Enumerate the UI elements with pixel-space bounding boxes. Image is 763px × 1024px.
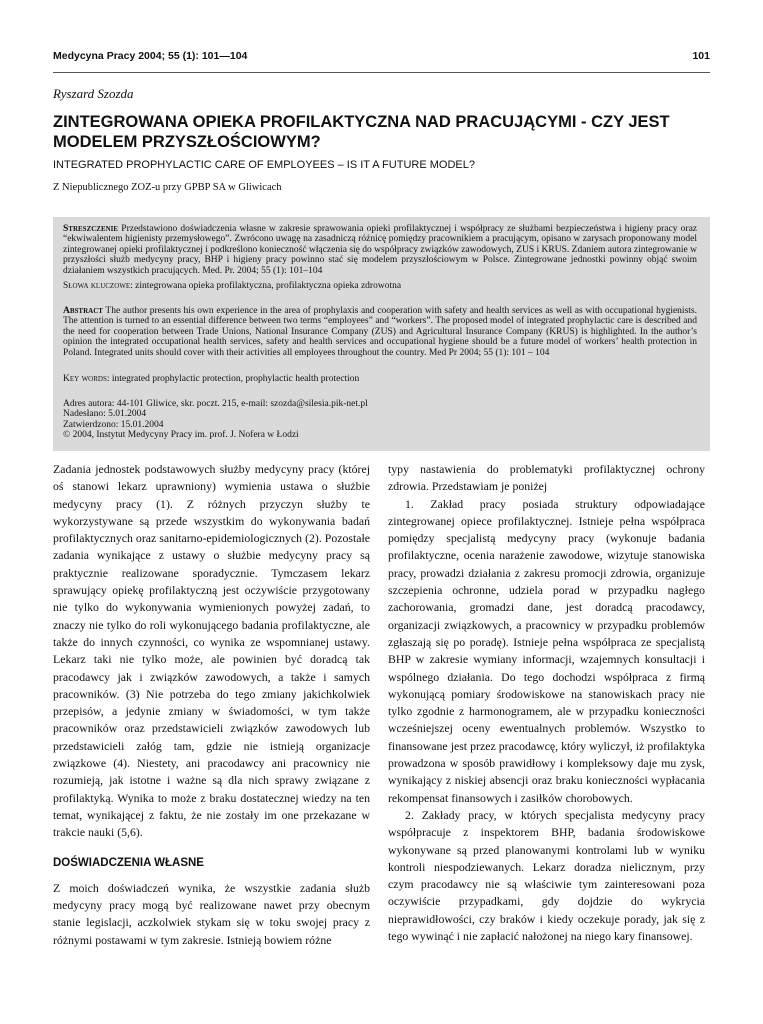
author-name: Ryszard Szozda bbox=[53, 86, 134, 101]
keywords-polish-label: Słowa kluczowe: bbox=[63, 281, 133, 291]
abstract-english-text: The author presents his own experience in the area of prophylaxis and cooperation with safety and health services as well as with occupational hygienists. The attention is turned to an essential difference between two terms “employees” and “workers”. The proposed model of integrated prophylactic care is described and the need for cooperation between Trade Unions, National Insurance Company (ZUS) and Agricultural Insurance Company (KRUS) is highlighted. In the author’s opinion the integrated occupational health services, safety and health services and occupational hygiene should be a future model of workers’ health protection in Poland. Integrated units should cover with their activities all employees throughout the country. Med Pr 2004; 55 (1): 101 – 104 bbox=[63, 306, 697, 358]
abstract-english bbox=[63, 306, 697, 358]
author-affiliation: Z Niepublicznego ZOZ-u przy GPBP SA w Gliwicach bbox=[53, 182, 282, 193]
body-paragraph: Z moich doświadczeń wynika, że wszystkie zadania służb medycyny pracy mogą być realizowane nawet przy obecnym stanie legislacji, aczkolwiek stykam się w toku swojej pracy z różnymi postawami w tym zakresie. Istnieją bowiem różne bbox=[53, 880, 370, 947]
copyright-notice: © 2004, Instytut Medycyny Pracy im. prof. J. Nofera w Łodzi bbox=[63, 430, 299, 441]
section-heading: DOŚWIADCZENIA WŁASNE bbox=[53, 856, 204, 869]
body-paragraph: typy nastawienia do problematyki profilaktycznej ochrony zdrowia. Przedstawiam je poniżej bbox=[388, 462, 705, 494]
received-date: Nadesłano: 5.01.2004 bbox=[63, 409, 147, 420]
keywords-english-label: Key words: bbox=[63, 374, 110, 384]
keywords-english-text: integrated prophylactic protection, prophylactic health protection bbox=[111, 374, 360, 384]
body-paragraph: Zadania jednostek podstawowych służby medycyny pracy (której oś stanowi lekarz uprawniony) wymienia ustawa o służbie medycyny pracy (1). Z różnych przyczyn służby te wykorzystywane są przede wszystkim do wykonywania badań profilaktycznych oraz sanitarno-epidemiologicznych (2). Pozostałe zadania wynikające z ustawy o służbie medycyny pracy są praktycznie realizowane sporadycznie. Tymczasem lekarz sprawujący opiekę profilaktyczną jest oczywiście przygotowany nie tylko do wykonywania wymienionych powyżej zadań, to znaczy nie tylko do roli wykonującego badania profilaktyczne, ale także do innych czynności, co wynika ze wspomnianej ustawy. Lekarz taki nie tylko może, ale powinien być doradcą tak pracodawcy jak i związków zawodowych, a także i samych pracowników. (3) Nie potrzeba do tego zmiany jakichkolwiek przepisów, a jedynie zmiany w świadomości, w tym także pracowników oraz przedstawicieli związków zawodowych lub przedstawicieli załóg tam, gdzie nie istnieją organizacje związkowe (4). Niestety, ani pracodawcy ani pracownicy nie rozumieją, jak istotne i ważne są dla nich sprawy związane z profilaktyką. Wynika to może z braku dostatecznej wiedzy na ten temat, wynikającej z faktu, że nie zostały im one przekazane w trakcie nauki (5,6). bbox=[53, 462, 370, 840]
article-title: ZINTEGROWANA OPIEKA PROFILAKTYCZNA NAD PRACUJĄCYMI - CZY JEST MODELEM PRZYSZŁOŚCIOWYM? bbox=[53, 113, 670, 151]
body-paragraph: 1. Zakład pracy posiada struktury odpowiadające zintegrowanej opiece profilaktycznej. Istnieje pełna współpraca pomiędzy specjalistą medycyny pracy (wykonuje badania profilaktyczne, ocenia narażenie zawodowe, wizytuje stanowiska pracy, prowadzi działania z zakresu promocji zdrowia, organizuje szczepienia ochronne, udziela porad w przypadku nagłego zachorowania, gromadzi dane, jest doradcą pracodawcy, organizacji związkowych, a pracownicy w przypadku problemów zgłaszają się po poradę). Istnieje pełna współpraca ze specjalistą BHP w zakresie wymiany informacji, wzajemnych konsultacji i wspólnego działania. Do tego dochodzi współpraca z firmą wykonującą pomiary środowiskowe na stanowiskach pracy nie tylko zgodnie z harmonogramem, ale w przypadku konieczności wcześniejszej oceny ewentualnych problemów. Wszystko to finansowane jest przez pracodawcę, który wyliczył, iż profilaktyka prowadzona w sposób prawidłowy i kompleksowy daje mu zysk, wynikający z niskiej absencji oraz braku konieczności wypłacania rekompensat finansowych i zasiłków chorobowych. bbox=[388, 496, 705, 805]
running-header bbox=[53, 50, 710, 64]
page-number: 101 bbox=[692, 50, 710, 62]
abstract-english-label: Abstract bbox=[63, 306, 103, 316]
body-column-left bbox=[53, 461, 370, 949]
abstract-polish-text: Przedstawiono doświadczenia własne w zakresie sprawowania opieki profilaktycznej i współpracy ze służbami bezpieczeństwa i higieny pracy oraz “ekwiwalentem higienisty przemysłowego”. Zwrócono uwagę na zasadniczą różnicę pomiędzy pracownikiem a pracującym, opisano w zarysach proponowany model zintegrowanej opieki profilaktycznej i podkreślono konieczność włączenia się do współpracy związków zawodowych, ZUS i KRUS. Zdaniem autora zintegrowanie w przyszłości służb medycyny pracy, BHP i higieny pracy powinno stać się modelem przyszłościowym w Polsce. Zintegrowane jednostki powinny objąć swoim działaniem wszystkich pracujących. Med. Pr. 2004; 55 (1): 101–104 bbox=[63, 224, 698, 276]
approved-date: Zatwierdzono: 15.01.2004 bbox=[63, 419, 164, 430]
article-subtitle: INTEGRATED PROPHYLACTIC CARE OF EMPLOYEES – IS IT A FUTURE MODEL? bbox=[53, 159, 475, 171]
author-address: Adres autora: 44-101 Gliwice, skr. poczt. 215, e-mail: szozda@silesia.pik-net.pl bbox=[63, 399, 368, 409]
body-column-right bbox=[388, 461, 705, 945]
keywords-english bbox=[63, 374, 697, 384]
abstract-box bbox=[53, 217, 710, 451]
keywords-polish-text: zintegrowana opieka profilaktyczna, profilaktyczna opieka zdrowotna bbox=[135, 281, 402, 291]
body-paragraph: 2. Zakłady pracy, w których specjalista medycyny pracy współpracuje z inspektorem BHP, badania środowiskowe wykonywane są przed planowanymi kontrolami lub w wyniku kontroli niespodziewanych. Lekarz doradza nielicznym, przy czym pracodawcy nie są właściwie tym zainteresowani poza oczywiście przypadkami, gdy dojdzie do wykrycia nieprawidłowości, czy braków i kiedy oczekuje porady, jak się z tego wywinąć i nie zapłacić nałożonej na niego kary finansowej. bbox=[388, 807, 705, 944]
header-divider bbox=[53, 72, 710, 73]
keywords-polish bbox=[63, 281, 697, 291]
journal-citation: Medycyna Pracy 2004; 55 (1): 101—104 bbox=[53, 50, 248, 62]
article-metadata bbox=[63, 399, 697, 441]
abstract-polish bbox=[63, 224, 697, 276]
abstract-polish-label: Streszczenie bbox=[63, 224, 119, 234]
